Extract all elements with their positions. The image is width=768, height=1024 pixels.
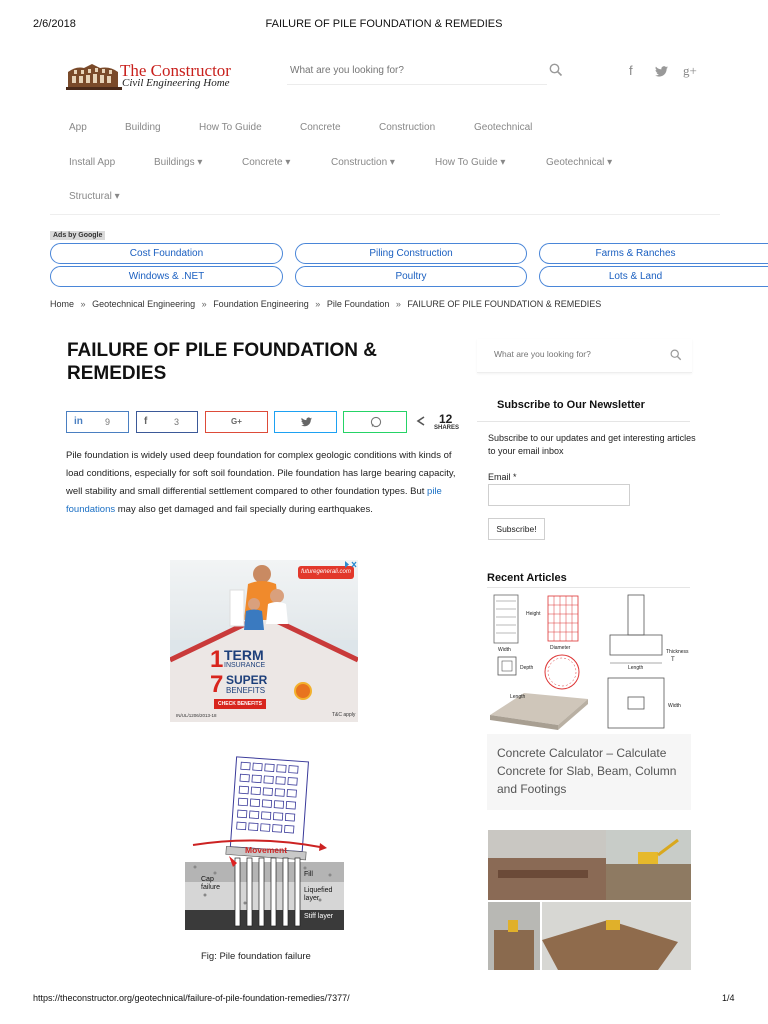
search-icon[interactable]	[549, 63, 563, 77]
breadcrumb-current: FAILURE OF PILE FOUNDATION & REMEDIES	[407, 299, 602, 309]
logo-brand: The Constructor	[120, 61, 231, 80]
ad-term: TERM	[224, 647, 264, 663]
nav-menu-concrete[interactable]: Concrete ▾	[242, 157, 291, 168]
diagram-label-length: Length	[510, 694, 526, 700]
share-total-count: 12	[439, 412, 453, 426]
figure-caption: Fig: Pile foundation failure	[201, 951, 311, 962]
email-field[interactable]	[488, 484, 630, 506]
ad-link-poultry[interactable]: Poultry	[295, 266, 527, 287]
email-label: Email *	[488, 472, 517, 482]
figure-liquefied-label: Liquefied layer	[304, 887, 333, 902]
article-intro	[66, 447, 456, 519]
print-header	[0, 18, 768, 32]
diagram-label-height: Height	[526, 611, 541, 617]
linkedin-icon: in	[74, 416, 83, 427]
site-logo[interactable]	[66, 58, 256, 92]
figure-movement-label: Movement	[245, 845, 288, 855]
share-twitter-button[interactable]	[274, 411, 337, 433]
ad-fine-print: IN/UL/1206/2013-18	[176, 713, 217, 718]
google-plus-icon: G+	[231, 417, 242, 426]
pile-failure-diagram	[185, 755, 344, 930]
facebook-count: 3	[174, 417, 180, 427]
article-title: FAILURE OF PILE FOUNDATION & REMEDIES	[67, 340, 377, 384]
ad-link-farms-ranches[interactable]: Farms & Ranches	[539, 243, 768, 264]
header-search	[287, 57, 547, 85]
breadcrumb-pile-foundation[interactable]: Pile Foundation	[326, 299, 390, 309]
nav-menu-geotechnical[interactable]: Geotechnical ▾	[546, 157, 613, 168]
intro-text: Pile foundation is widely used deep foundation for complex geologic conditions with kinds of load conditions, especially for soft soil foundation. Pile foundation has large bearing capacity, well stability and small differential settlement compared to other foundation types. But	[66, 450, 456, 497]
twitter-icon[interactable]	[655, 66, 668, 77]
newsletter-title: Subscribe to Our Newsletter	[497, 399, 645, 411]
pile-failure-figure	[185, 755, 344, 930]
nav-item-install-app[interactable]: Install App	[69, 157, 116, 168]
nav-item-how-to-guide[interactable]: How To Guide	[199, 122, 262, 133]
linkedin-count: 9	[105, 417, 111, 427]
excavation-photo	[488, 830, 691, 970]
newsletter-divider	[477, 421, 690, 422]
nav-menu-structural[interactable]: Structural ▾	[69, 191, 120, 202]
recent-article-title[interactable]: Concrete Calculator – Calculate Concrete for Slab, Beam, Column and Footings	[497, 746, 677, 796]
breadcrumb-foundation[interactable]: Foundation Engineering	[213, 299, 309, 309]
facebook-icon: f	[144, 416, 148, 427]
figure-stiff-label: Stiff layer	[304, 913, 334, 920]
share-facebook-button[interactable]	[136, 411, 198, 433]
nav-item-geotechnical[interactable]: Geotechnical	[474, 122, 533, 133]
google-plus-icon[interactable]: g+	[683, 63, 697, 78]
concrete-calculator-thumbnail[interactable]	[488, 593, 691, 734]
ad-link-piling-construction[interactable]: Piling Construction	[295, 243, 527, 264]
twitter-icon	[301, 417, 312, 427]
breadcrumb-separator: »	[201, 299, 207, 309]
figure-cap-failure-label: Cap failure	[201, 876, 221, 891]
recent-article-card[interactable]	[487, 734, 691, 810]
subscribe-button[interactable]: Subscribe!	[488, 518, 545, 540]
ad-terms: T&C apply	[332, 712, 356, 718]
diagram-label-depth: Depth	[520, 665, 534, 671]
figure-fill-label: Fill	[304, 871, 313, 878]
page-number: 1/4	[722, 993, 735, 1003]
nav-item-concrete[interactable]: Concrete	[300, 122, 341, 133]
logo-tagline: Civil Engineering Home	[122, 77, 230, 89]
search-icon[interactable]	[670, 349, 682, 361]
ad-benefits: BENEFITS	[226, 686, 266, 695]
ad-link-lots-land[interactable]: Lots & Land	[539, 266, 768, 287]
ad-brand: futuregenerali.com	[298, 566, 354, 579]
sidebar-search-input[interactable]	[494, 349, 664, 359]
diagram-label-thickness: Thickness	[666, 649, 689, 655]
ads-by-google-label[interactable]: Ads by Google	[50, 231, 105, 240]
share-whatsapp-button[interactable]	[343, 411, 407, 433]
breadcrumb-separator: »	[315, 299, 321, 309]
share-icon	[416, 416, 426, 426]
ad-link-windows-net[interactable]: Windows & .NET	[50, 266, 283, 287]
newsletter-description: Subscribe to our updates and get interesting articles to your email inbox	[488, 433, 696, 456]
excavation-photo-thumbnail[interactable]	[488, 830, 691, 970]
ad-link-cost-foundation[interactable]: Cost Foundation	[50, 243, 283, 264]
diagram-label-width: Width	[498, 647, 511, 653]
ad-check-benefits-button[interactable]: CHECK BENEFITS	[214, 699, 266, 709]
print-date: 2/6/2018	[33, 18, 76, 30]
diagram-label-length-2: Length	[628, 665, 644, 671]
ad-seal-icon	[294, 682, 312, 700]
recent-articles-title: Recent Articles	[487, 572, 567, 584]
nav-item-building[interactable]: Building	[125, 122, 161, 133]
insurance-ad-banner[interactable]	[170, 560, 358, 722]
nav-divider	[50, 214, 720, 215]
recent-divider	[487, 587, 690, 588]
nav-item-app[interactable]: App	[69, 122, 87, 133]
ad-family-illustration	[170, 560, 358, 722]
nav-item-construction[interactable]: Construction	[379, 122, 436, 133]
ad-number-7: 7	[210, 671, 224, 698]
sidebar-search	[477, 339, 692, 373]
share-google-plus-button[interactable]	[205, 411, 268, 433]
diagram-label-width-2: Width	[668, 703, 681, 709]
colosseum-icon	[66, 58, 122, 90]
breadcrumb-home[interactable]: Home	[50, 299, 75, 309]
print-title: FAILURE OF PILE FOUNDATION & REMEDIES	[265, 18, 503, 30]
breadcrumb-geotechnical[interactable]: Geotechnical Engineering	[92, 299, 196, 309]
nav-menu-construction[interactable]: Construction ▾	[331, 157, 395, 168]
page-url: https://theconstructor.org/geotechnical/failure-of-pile-foundation-remedies/7377/	[33, 993, 350, 1003]
breadcrumb-separator: »	[395, 299, 401, 309]
share-linkedin-button[interactable]	[66, 411, 129, 433]
breadcrumb-separator: »	[80, 299, 86, 309]
share-total-label: SHARES	[434, 425, 460, 431]
header-search-input[interactable]	[287, 57, 527, 83]
diagram-label-diameter: Diameter	[550, 645, 571, 651]
concrete-shapes-diagram	[488, 593, 691, 734]
ad-number-1: 1	[210, 646, 224, 673]
nav-menu-how-to-guide[interactable]: How To Guide ▾	[435, 157, 506, 168]
nav-menu-buildings[interactable]: Buildings ▾	[154, 157, 203, 168]
breadcrumb	[50, 299, 605, 309]
ad-choices-icon[interactable]	[344, 560, 358, 569]
intro-text-end: may also get damaged and fail specially during earthquakes.	[115, 504, 373, 515]
ad-super: SUPER	[226, 673, 268, 687]
facebook-icon[interactable]: f	[629, 63, 633, 78]
whatsapp-icon	[370, 416, 382, 428]
diagram-label-t: T	[671, 657, 675, 663]
ad-insurance: INSURANCE	[224, 662, 266, 669]
pile-foundations-link[interactable]: pile foundations	[66, 486, 442, 515]
